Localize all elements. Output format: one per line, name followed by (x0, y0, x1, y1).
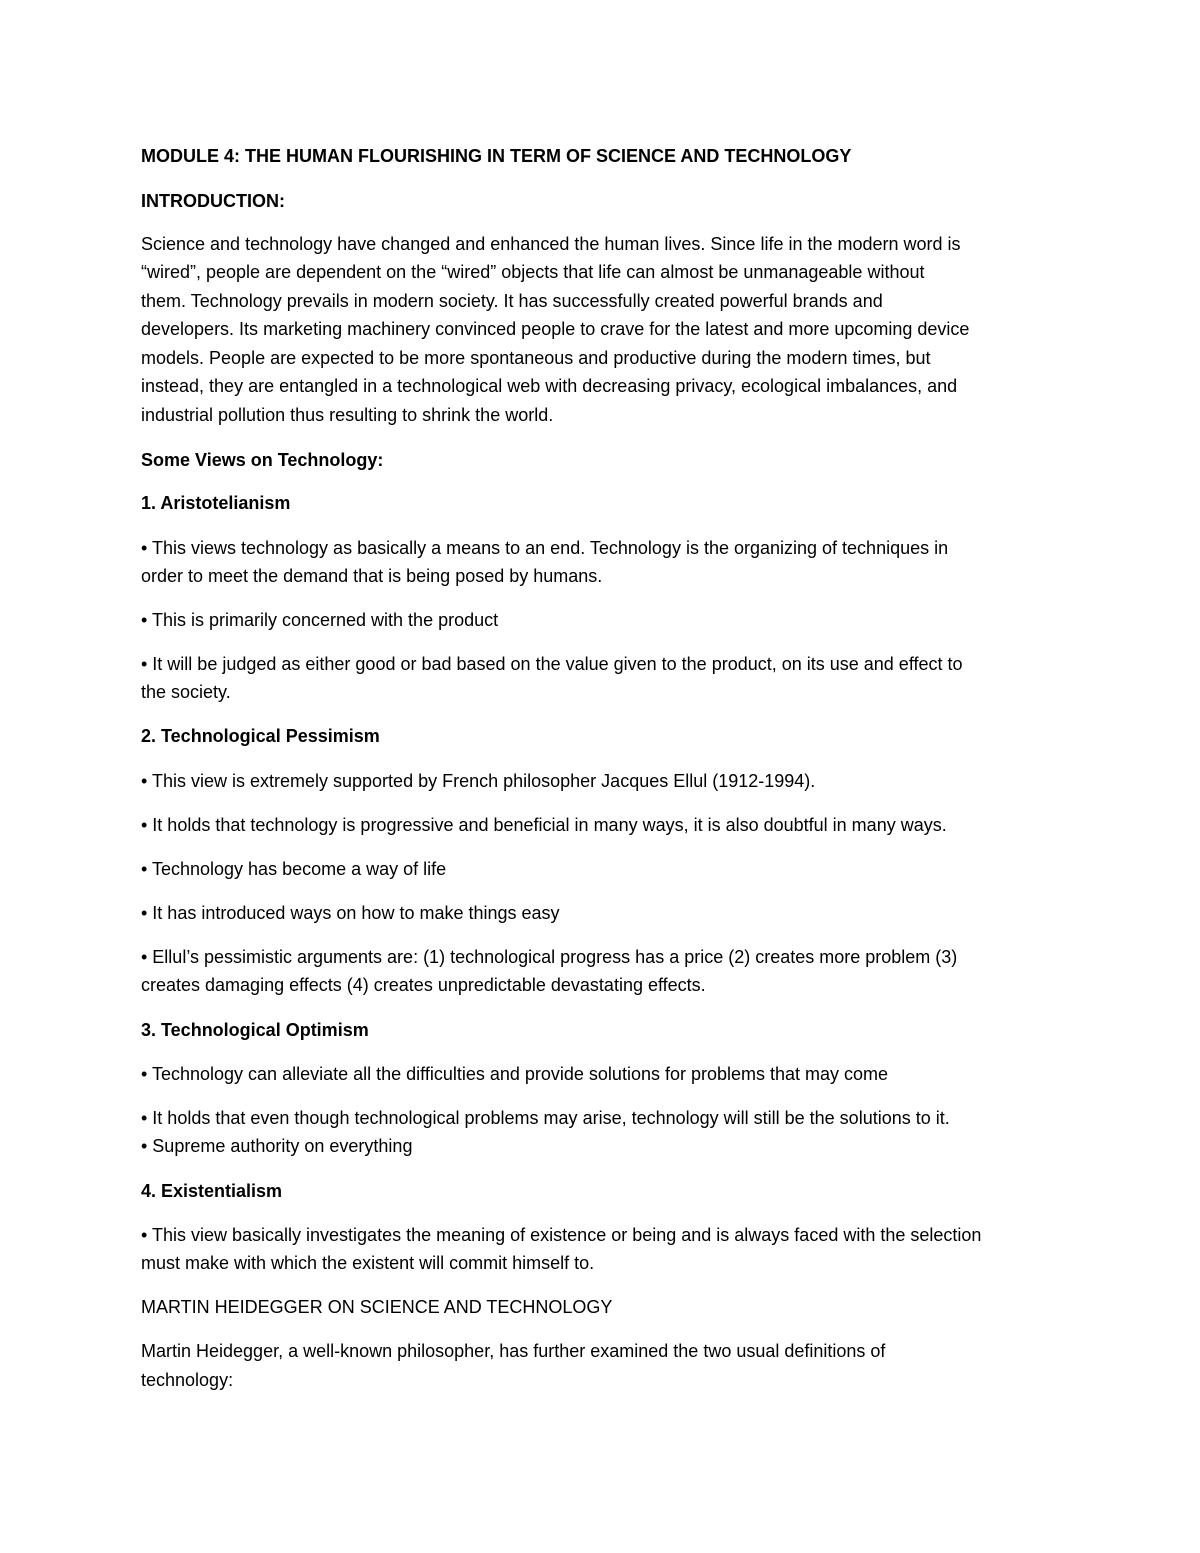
views-heading: Some Views on Technology: (141, 450, 384, 470)
optimism-bullet-1: • Technology can alleviate all the difficulties and provide solutions for problems that may come (141, 1064, 889, 1084)
aristotelianism-bullet-3-line-1: • It will be judged as either good or bad based on the value given to the product, on its use and effect to (141, 654, 963, 674)
aristotelianism-bullet-1-line-2: order to meet the demand that is being posed by humans. (141, 566, 603, 586)
pessimism-bullet-4: • It has introduced ways on how to make things easy (141, 903, 560, 923)
intro-line-5: models. People are expected to be more spontaneous and productive during the modern times, but (141, 348, 931, 368)
heidegger-heading: MARTIN HEIDEGGER ON SCIENCE AND TECHNOLOGY (141, 1297, 613, 1317)
existentialism-bullet-1-line-2: must make with which the existent will commit himself to. (141, 1253, 595, 1273)
pessimism-bullet-3: • Technology has become a way of life (141, 859, 447, 879)
intro-line-6: instead, they are entangled in a technological web with decreasing privacy, ecological imbalances, and (141, 376, 958, 396)
intro-line-1: Science and technology have changed and enhanced the human lives. Since life in the modern word is (141, 234, 961, 254)
optimism-bullet-2: • It holds that even though technological problems may arise, technology will still be the solutions to it. (141, 1108, 950, 1128)
aristotelianism-bullet-3-line-2: the society. (141, 682, 231, 702)
intro-line-2: “wired”, people are dependent on the “wired” objects that life can almost be unmanageable without (141, 262, 925, 282)
intro-line-4: developers. Its marketing machinery convinced people to crave for the latest and more upcoming device (141, 319, 970, 339)
pessimism-bullet-5-line-2: creates damaging effects (4) creates unpredictable devastating effects. (141, 975, 706, 995)
existentialism-bullet-1-line-1: • This view basically investigates the meaning of existence or being and is always faced with the selection (141, 1225, 982, 1245)
pessimism-bullet-5-line-1: • Ellul’s pessimistic arguments are: (1) technological progress has a price (2) creates more problem (3) (141, 947, 958, 967)
pessimism-bullet-1: • This view is extremely supported by French philosopher Jacques Ellul (1912-1994). (141, 771, 816, 791)
aristotelianism-heading: 1. Aristotelianism (141, 493, 291, 513)
optimism-bullet-3: • Supreme authority on everything (141, 1136, 413, 1156)
optimism-heading: 3. Technological Optimism (141, 1020, 369, 1040)
pessimism-bullet-2: • It holds that technology is progressive and beneficial in many ways, it is also doubtful in many ways. (141, 815, 947, 835)
intro-line-3: them. Technology prevails in modern society. It has successfully created powerful brands and (141, 291, 883, 311)
aristotelianism-bullet-1-line-1: • This views technology as basically a means to an end. Technology is the organizing of techniques in (141, 538, 949, 558)
intro-heading: INTRODUCTION: (141, 191, 285, 211)
pessimism-heading: 2. Technological Pessimism (141, 726, 380, 746)
heidegger-paragraph-line-2: technology: (141, 1370, 234, 1390)
aristotelianism-bullet-2: • This is primarily concerned with the product (141, 610, 499, 630)
existentialism-heading: 4. Existentialism (141, 1181, 283, 1201)
heidegger-paragraph-line-1: Martin Heidegger, a well-known philosopher, has further examined the two usual definitions of (141, 1341, 886, 1361)
page-title: MODULE 4: THE HUMAN FLOURISHING IN TERM OF SCIENCE AND TECHNOLOGY (141, 146, 852, 166)
intro-line-7: industrial pollution thus resulting to shrink the world. (141, 405, 554, 425)
